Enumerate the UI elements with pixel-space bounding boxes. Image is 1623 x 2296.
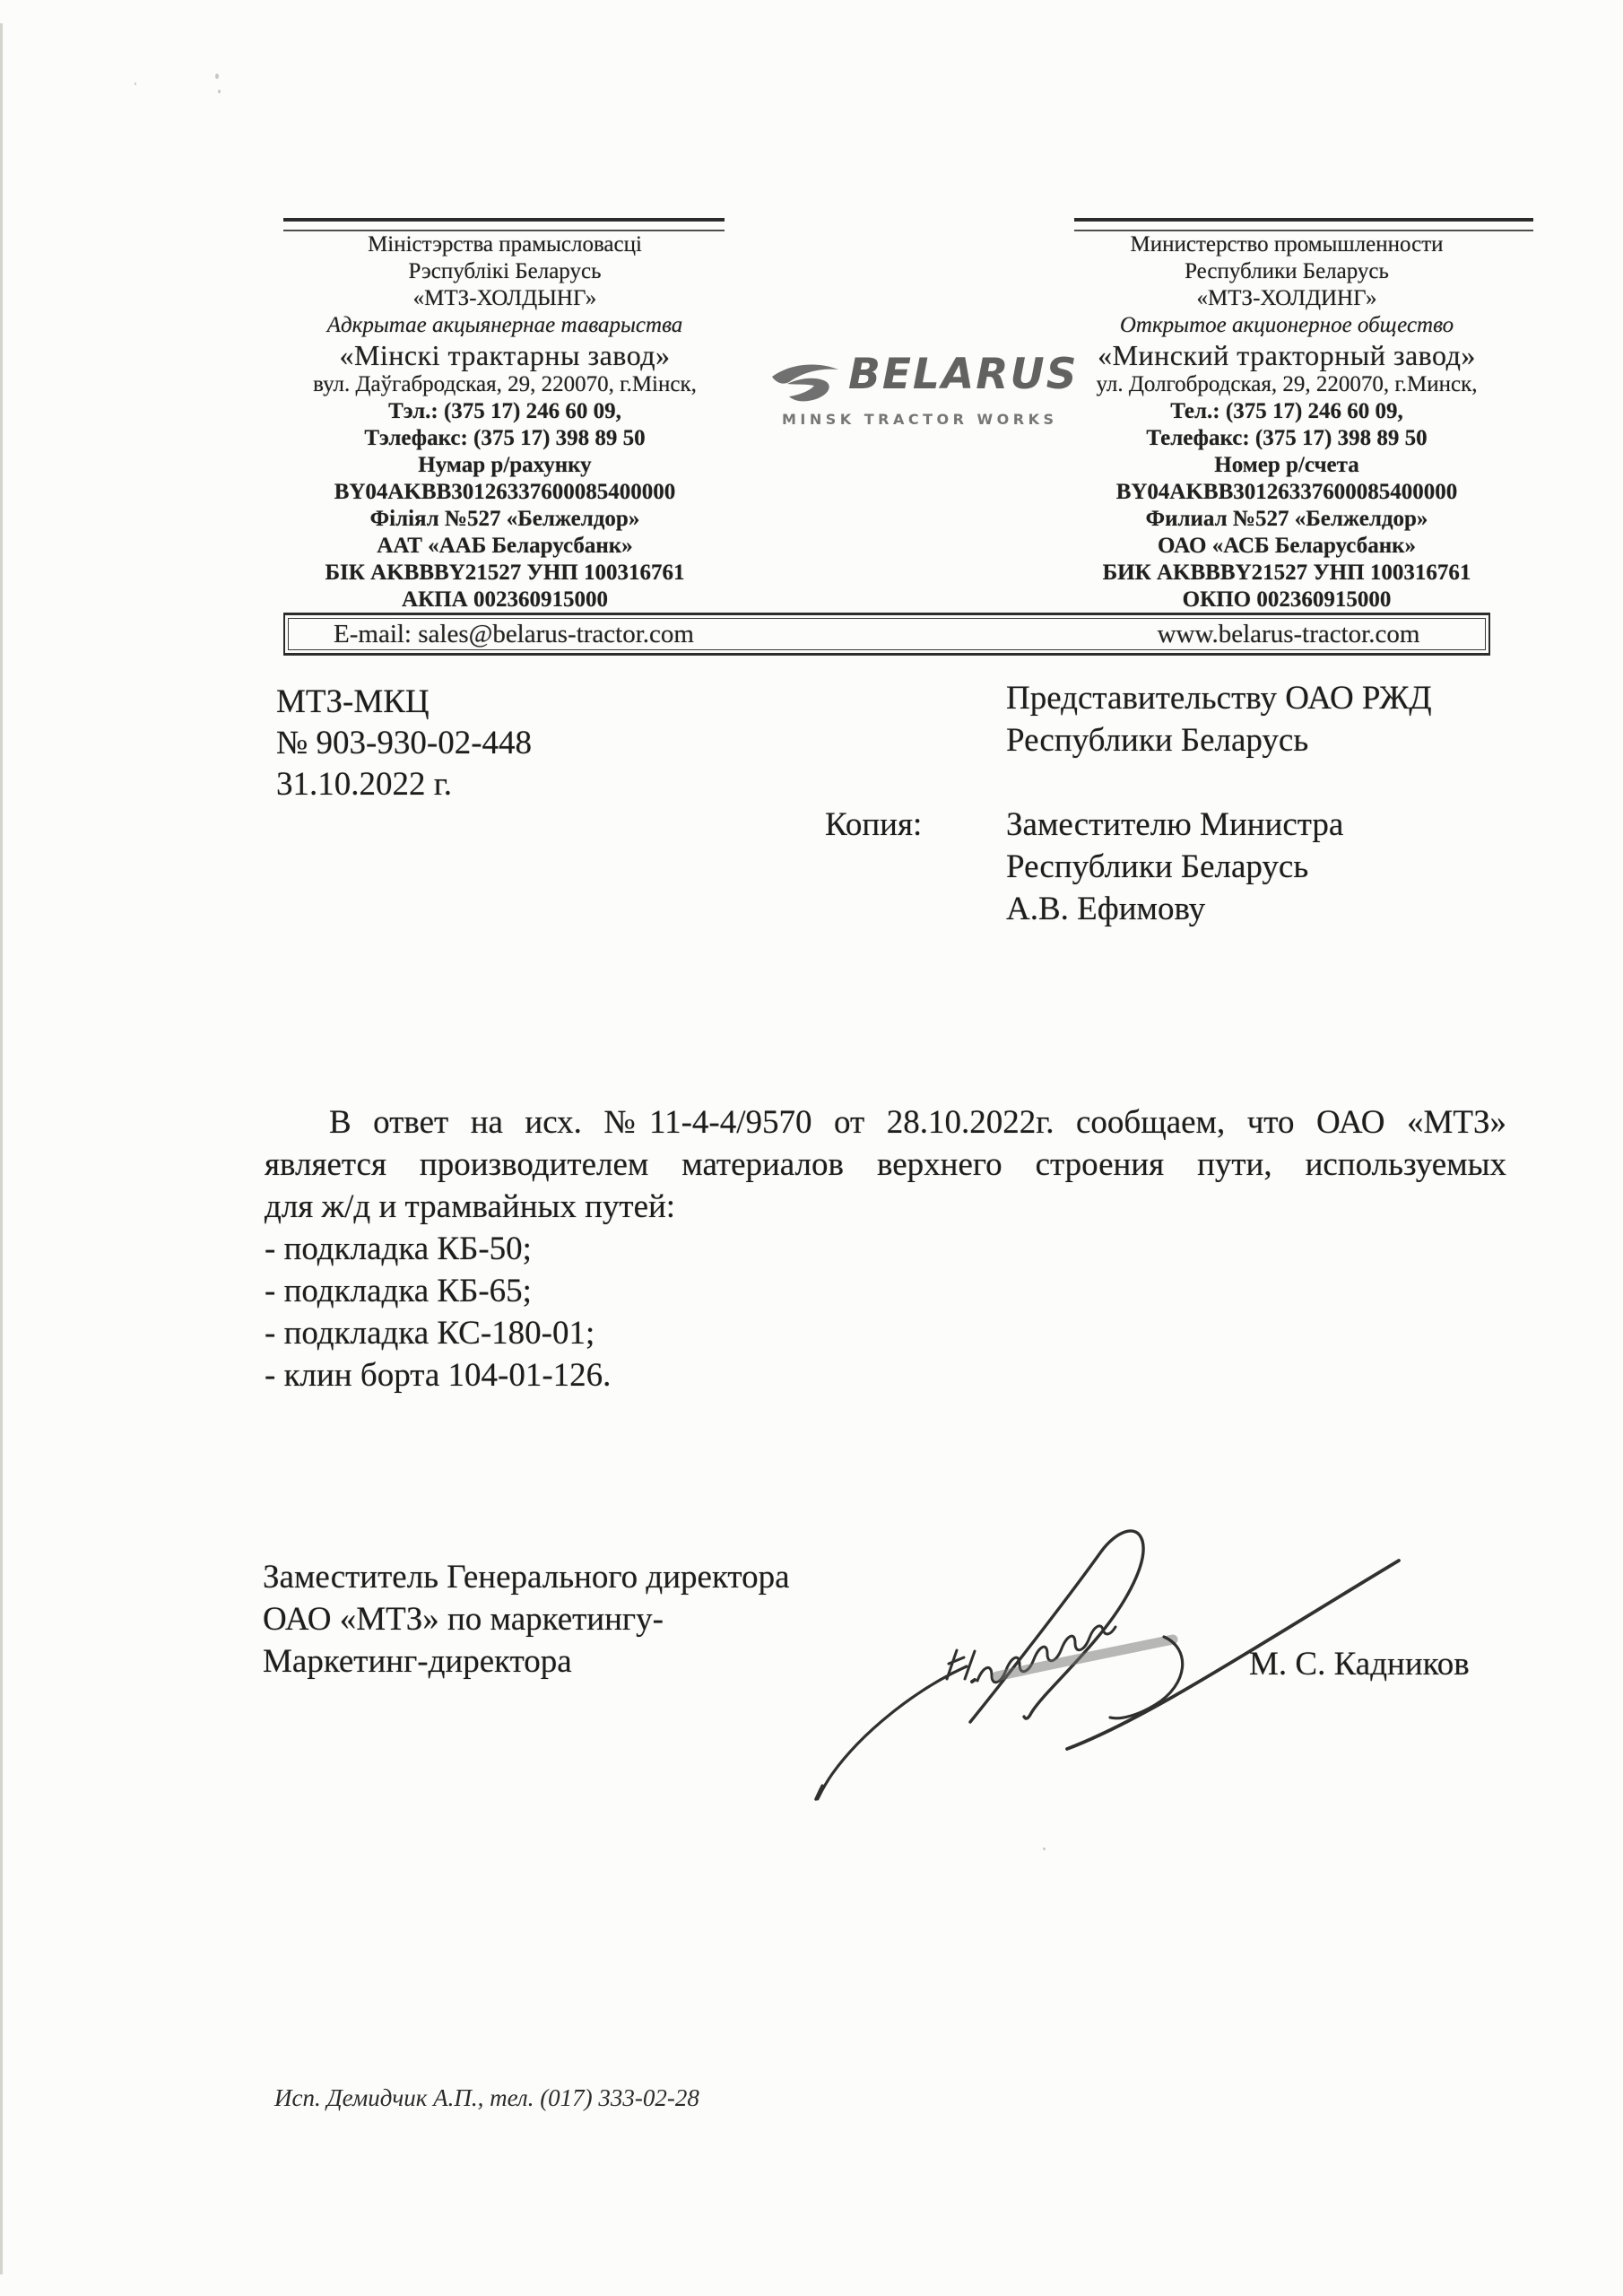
signer-title-line: Заместитель Генерального директора [263, 1559, 790, 1596]
letterhead-left-line: Міністэрства прамысловасці [368, 232, 642, 257]
letterhead-left-line: Адкрытае акцыянернае таварыства [326, 313, 683, 337]
addressee-copy [1006, 804, 1343, 930]
letterhead-left-line: вул. Даўгабродская, 29, 220070, г.Мінск, [313, 372, 697, 396]
body-line: В ответ на исх. №11-4-4/9570 от 28.10.2022г. сообщаем, что ОАО «МТЗ» [329, 1104, 1506, 1141]
letterhead-right-line: «МТЗ-ХОЛДИНГ» [1196, 286, 1377, 310]
company-name-ru: «Минский тракторный завод» [1098, 339, 1476, 371]
company-name-by: «Мінскі трактарны завод» [339, 339, 671, 371]
body-line: для ж/д и трамвайных путей: [265, 1188, 676, 1225]
contact-band [283, 613, 1490, 656]
letterhead-left-line: Рэспублікі Беларусь [408, 259, 602, 283]
scan-speck [135, 83, 136, 85]
scan-speck [218, 90, 221, 93]
letterhead-left-line: АКПА 002360915000 [402, 587, 608, 612]
letterhead-right-line: ул. Долгобродская, 29, 220070, г.Минск, [1096, 372, 1478, 396]
reference-date: 31.10.2022 г. [276, 766, 453, 803]
website-text: www.belarus-tractor.com [1157, 620, 1420, 648]
reference-block [276, 682, 532, 805]
body-list-item: - подкладка КБ-65; [265, 1273, 532, 1309]
addressee-line: Республики Беларусь [1006, 848, 1309, 885]
addressee-primary [1006, 677, 1432, 761]
letterhead-right-line: Открытое акционерное общество [1119, 313, 1454, 337]
letterhead-rule-left [283, 218, 725, 231]
signer-title-line: Маркетинг-директора [263, 1643, 572, 1680]
letterhead-right-line: BY04AKBB30126337600085400000 [1115, 480, 1458, 504]
body-list-item: - подкладка КС-180-01; [265, 1315, 595, 1352]
letterhead-right-line: ОАО «АСБ Беларусбанк» [1157, 534, 1416, 558]
letterhead-left-line: Нумар р/рахунку [418, 453, 592, 477]
letterhead-left-line: ААТ «ААБ Беларусбанк» [377, 534, 633, 558]
letterhead-right-line: Республики Беларусь [1185, 259, 1389, 283]
copy-label: Копия: [825, 806, 923, 843]
letterhead-right-line: Тел.: (375 17) 246 60 09, [1170, 399, 1403, 423]
letterhead-left-line: Тэлефакс: (375 17) 398 89 50 [364, 426, 646, 450]
letterhead-left-column [281, 231, 729, 613]
reference-number: № 903-930-02-448 [276, 725, 533, 761]
letterhead-right-line: ОКПО 002360915000 [1182, 587, 1392, 612]
letterhead-right-line: Министерство промышленности [1130, 232, 1444, 257]
addressee-line: Представительству ОАО РЖД [1006, 680, 1432, 717]
addressee-line: Заместителю Министра [1006, 806, 1344, 843]
signer-title [263, 1556, 790, 1683]
letterhead-left-line: БІК AKBBBY21527 УНП 100316761 [325, 561, 685, 585]
addressee-line: А.В. Ефимову [1006, 891, 1206, 927]
email-text: E-mail: sales@belarus-tractor.com [334, 620, 694, 648]
signer-title-line: ОАО «МТЗ» по маркетингу- [263, 1601, 664, 1638]
letterhead-left-line: Тэл.: (375 17) 246 60 09, [388, 399, 621, 423]
reference-unit: МТЗ-МКЦ [276, 683, 430, 720]
letterhead-left-line: «МТЗ-ХОЛДЫНГ» [412, 286, 597, 310]
letterhead-right-line: Филиал №527 «Белжелдор» [1145, 507, 1428, 531]
body-line: является производителем материалов верхнего строения пути, используемых [265, 1146, 1506, 1183]
executor-note: Исп. Демидчик А.П., тел. (017) 333-02-28 [274, 2084, 699, 2111]
body-list-item: - клин борта 104-01-126. [265, 1357, 612, 1394]
scan-speck [215, 74, 219, 79]
handwritten-signature [771, 1514, 1453, 1909]
scan-edge-line [0, 23, 3, 2274]
letterhead-right-line: Номер р/счета [1214, 453, 1359, 477]
body-list-item: - подкладка КБ-50; [265, 1231, 532, 1267]
brand-subtitle: MINSK TRACTOR WORKS [782, 411, 1058, 428]
letterhead-left-line: Філіял №527 «Белжелдор» [369, 507, 640, 531]
letterhead-rule-right [1074, 218, 1533, 231]
signer-name: М. С. Кадников [1249, 1646, 1470, 1683]
letterhead-right-line: БИК AKBBBY21527 УНП 100316761 [1102, 561, 1471, 585]
letter-body [265, 1101, 1506, 1396]
letterhead-left-line: BY04AKBB30126337600085400000 [334, 480, 676, 504]
addressee-line: Республики Беларусь [1006, 722, 1309, 759]
brand-wordmark: BELARUS [848, 350, 1079, 399]
letterhead-right-line: Телефакс: (375 17) 398 89 50 [1146, 426, 1428, 450]
brand-logo [769, 350, 1079, 436]
letterhead-right-column [1063, 231, 1511, 613]
mtz-emblem-icon [769, 359, 841, 411]
